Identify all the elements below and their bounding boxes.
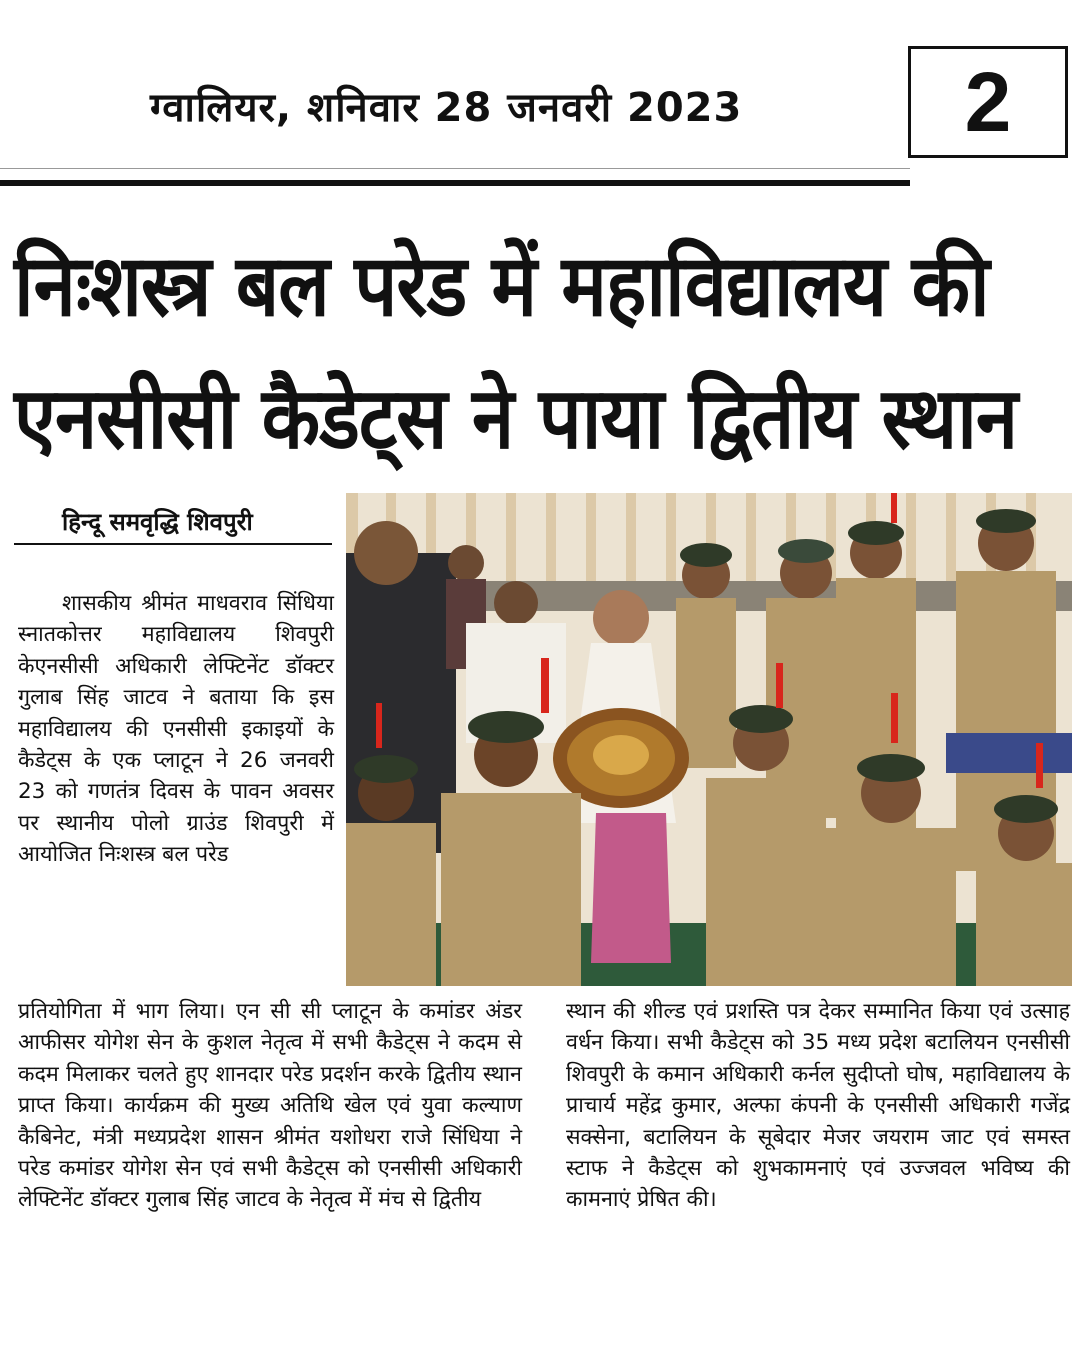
divider — [0, 180, 910, 186]
paragraph: शासकीय श्रीमंत माधवराव सिंधिया स्नातकोत्तर महाविद्यालय शिवपुरी केएनसीसी अधिकारी लेफ्टिनेंट डॉक्टर गुलाब सिंह जाटव ने बताया कि इस महाविद्यालय की एनसीसी इकाइयों के कैडेट्स के एक प्लाटून ने 26 जनवरी 23 को गणतंत्र दिवस के पावन अवसर पर स्थानीय पोलो ग्राउंड शिवपुरी में आयोजित निःशस्त्र बल परेड — [18, 591, 334, 868]
headline-line-2: एनसीसी कैडेट्स ने पाया द्वितीय स्थान — [14, 367, 1018, 468]
headline-line-1: निःशस्त्र बल परेड में महाविद्यालय की — [14, 235, 989, 336]
paragraph: प्रतियोगिता में भाग लिया। एन सी सी प्लाटून के कमांडर अंडर आफीसर योगेश सेन के कुशल नेतृत्व में सभी कैडेट्स ने कदम से कदम मिलाकर चलते हुए शानदार परेड प्रदर्शन करके द्वितीय स्थान प्राप्त किया। कार्यक्रम की मुख्य अतिथि खेल एवं युवा कल्याण कैबिनेट, मंत्री मध्यप्रदेश शासन श्रीमंत यशोधरा राजे सिंधिया ने परेड कमांडर योगेश सेन एवं सभी कैडेट्स को एनसीसी अधिकारी लेफ्टिनेंट डॉक्टर गुलाब सिंह जाटव के नेतृत्व में मंच से द्वितीय — [18, 999, 522, 1213]
article-column-1-bottom — [18, 996, 522, 1216]
divider — [14, 543, 332, 545]
date-line: ग्वालियर, शनिवार 28 जनवरी 2023 — [150, 85, 743, 131]
article-column-2 — [566, 996, 1070, 1216]
masthead — [0, 0, 1084, 190]
article-column-1-top — [18, 588, 334, 871]
divider — [0, 168, 910, 169]
headline — [14, 220, 1074, 484]
news-photo — [346, 493, 1072, 986]
page-number: 2 — [908, 46, 1068, 158]
paragraph: स्थान की शील्ड एवं प्रशस्ति पत्र देकर सम्मानित किया एवं उत्साह वर्धन किया। सभी कैडेट्स को 35 मध्य प्रदेश बटालियन एनसीसी शिवपुरी के कमान अधिकारी कर्नल सुदीप्तो घोष, महाविद्यालय के प्राचार्य महेंद्र कुमार, अल्फा कंपनी के एनसीसी अधिकारी गजेंद्र सक्सेना, बटालियन के सूबेदार मेजर जयराम जाट एवं समस्त स्टाफ ने कैडेट्स को शुभकामनाएं एवं उज्जवल भविष्य की कामनाएं प्रेषित की। — [566, 999, 1070, 1213]
byline: हिन्दू समवृद्धि शिवपुरी — [62, 508, 253, 536]
